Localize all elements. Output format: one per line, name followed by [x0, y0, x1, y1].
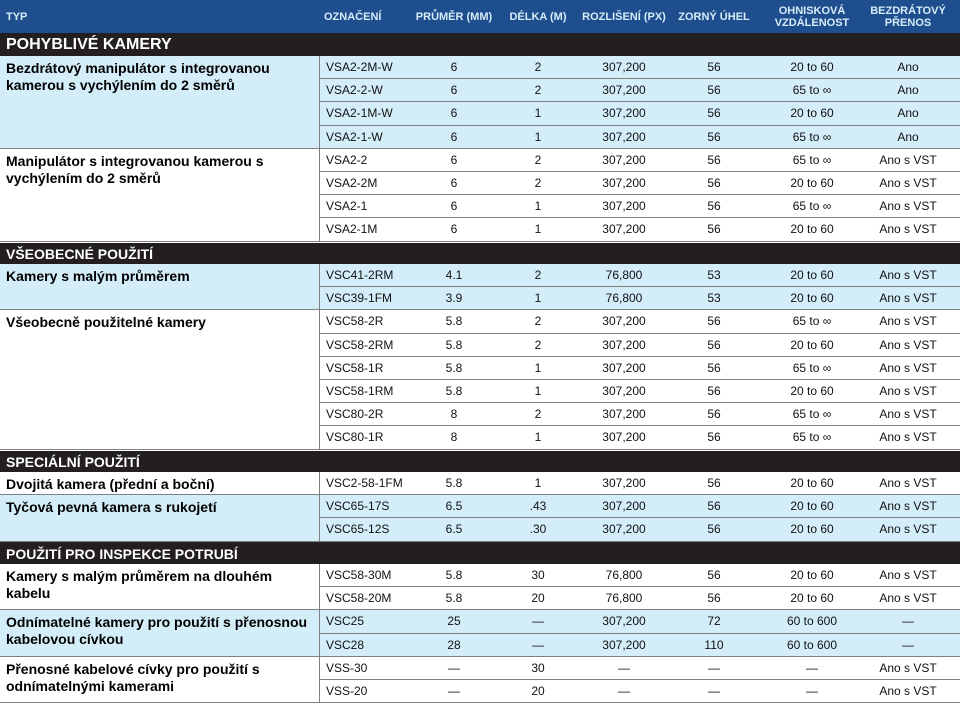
group-type-label: Všeobecně použitelné kamery — [0, 310, 320, 449]
cell-bezdratovy-prenos: — — [902, 637, 914, 652]
cell-ohniskova-vzdalenost: 20 to 60 — [790, 591, 834, 606]
table-row — [320, 79, 960, 102]
cell-oznaceni: VSC58-1R — [326, 360, 384, 375]
cell-ohniskova-vzdalenost: 20 to 60 — [790, 291, 834, 306]
cell-delka: 2 — [534, 314, 542, 329]
cell-ohniskova-vzdalenost: 60 to 600 — [786, 637, 838, 652]
cell-zorny-uhel: 56 — [707, 106, 721, 121]
cell-zorny-uhel: 53 — [707, 291, 721, 306]
cell-zorny-uhel: 56 — [707, 430, 721, 445]
cell-delka: 2 — [534, 337, 542, 352]
section-header: SPECIÁLNÍ POUŽITÍ — [0, 451, 960, 472]
cell-rozliseni: 76,800 — [605, 568, 643, 583]
cell-prumer: 6.5 — [445, 499, 463, 514]
table-row — [320, 126, 960, 149]
table-row — [320, 102, 960, 125]
cell-delka: 1 — [534, 199, 542, 214]
table-row — [320, 634, 960, 657]
cell-delka: 2 — [534, 176, 542, 191]
cell-prumer: 5.8 — [445, 568, 463, 583]
cell-delka: — — [532, 614, 544, 629]
cell-rozliseni: 307,200 — [602, 106, 646, 121]
table-row — [320, 334, 960, 357]
cell-zorny-uhel: 56 — [707, 568, 721, 583]
cell-oznaceni: VSA2-2 — [326, 152, 368, 167]
table-row — [320, 310, 960, 333]
group-type-label: Kamery s malým průměrem — [0, 264, 320, 310]
cell-ohniskova-vzdalenost: 20 to 60 — [790, 268, 834, 283]
table-row — [320, 610, 960, 633]
cell-prumer: 6 — [450, 106, 458, 121]
cell-zorny-uhel: 56 — [707, 60, 721, 75]
table-row — [320, 172, 960, 195]
cell-rozliseni: 307,200 — [602, 83, 646, 98]
cell-zorny-uhel: 110 — [704, 637, 724, 652]
table-row — [320, 680, 960, 703]
table-row — [320, 495, 960, 518]
cell-prumer: 6 — [450, 152, 458, 167]
cell-ohniskova-vzdalenost: — — [806, 684, 818, 699]
group-type-label: Přenosné kabelové cívky pro použití s odnímatelnými kamerami — [0, 657, 320, 703]
cell-ohniskova-vzdalenost: 65 to ∞ — [792, 314, 832, 329]
cell-delka: 1 — [534, 222, 542, 237]
cell-zorny-uhel: 56 — [707, 199, 721, 214]
cell-delka: 2 — [534, 407, 542, 422]
cell-oznaceni: VSC28 — [326, 637, 365, 652]
cell-zorny-uhel: 56 — [707, 129, 721, 144]
cell-rozliseni: 307,200 — [602, 407, 646, 422]
cell-zorny-uhel: 56 — [707, 522, 721, 537]
header-delka: DÉLKA (M) — [509, 10, 567, 23]
cell-bezdratovy-prenos: Ano — [897, 106, 919, 121]
cell-bezdratovy-prenos: Ano s VST — [879, 291, 937, 306]
section-header: POUŽITÍ PRO INSPEKCE POTRUBÍ — [0, 542, 960, 564]
group-type-label: Bezdrátový manipulátor s integrovanou kamerou s vychýlením do 2 směrů — [0, 56, 320, 149]
cell-rozliseni: 76,800 — [605, 268, 643, 283]
table-row — [320, 218, 960, 241]
cell-zorny-uhel: 56 — [707, 314, 721, 329]
cell-rozliseni: 307,200 — [602, 314, 646, 329]
table-row — [320, 357, 960, 380]
group-type-label: Odnímatelné kamery pro použití s přenosnou kabelovou cívkou — [0, 610, 320, 656]
cell-delka: 1 — [534, 291, 542, 306]
cell-ohniskova-vzdalenost: 60 to 600 — [786, 614, 838, 629]
cell-ohniskova-vzdalenost: 65 to ∞ — [792, 199, 832, 214]
cell-ohniskova-vzdalenost: 20 to 60 — [790, 60, 834, 75]
cell-prumer: 25 — [447, 614, 461, 629]
cell-oznaceni: VSC58-2RM — [326, 337, 394, 352]
cell-delka: 2 — [534, 152, 542, 167]
header-zorny-uhel: ZORNÝ ÚHEL — [678, 10, 750, 23]
cell-prumer: 5.8 — [445, 337, 463, 352]
table-row — [320, 195, 960, 218]
section-header: POHYBLIVÉ KAMERY — [0, 33, 960, 56]
cell-bezdratovy-prenos: Ano s VST — [879, 268, 937, 283]
cell-ohniskova-vzdalenost: — — [806, 660, 818, 675]
cell-prumer: 6 — [450, 176, 458, 191]
cell-bezdratovy-prenos: Ano s VST — [879, 499, 937, 514]
cell-bezdratovy-prenos: Ano s VST — [879, 360, 937, 375]
cell-delka: 30 — [531, 568, 545, 583]
cell-prumer: 6 — [450, 199, 458, 214]
cell-delka: 20 — [531, 684, 545, 699]
cell-oznaceni: VSA2-2M-W — [326, 60, 393, 75]
cell-bezdratovy-prenos: Ano — [897, 129, 919, 144]
cell-rozliseni: 307,200 — [602, 430, 646, 445]
cell-bezdratovy-prenos: Ano s VST — [879, 222, 937, 237]
cell-zorny-uhel: 56 — [707, 384, 721, 399]
group-type-label: Dvojitá kamera (přední a boční) — [0, 472, 320, 495]
cell-bezdratovy-prenos: Ano s VST — [879, 314, 937, 329]
header-oznaceni: OZNAČENÍ — [324, 10, 382, 23]
cell-prumer: 6 — [450, 222, 458, 237]
cell-zorny-uhel: 56 — [707, 83, 721, 98]
cell-prumer: 6.5 — [445, 522, 463, 537]
cell-prumer: — — [448, 684, 460, 699]
cell-bezdratovy-prenos: Ano s VST — [879, 176, 937, 191]
cell-ohniskova-vzdalenost: 20 to 60 — [790, 476, 834, 491]
cell-rozliseni: 307,200 — [602, 476, 646, 491]
cell-ohniskova-vzdalenost: 20 to 60 — [790, 176, 834, 191]
cell-oznaceni: VSC41-2RM — [326, 268, 394, 283]
cell-prumer: — — [448, 660, 460, 675]
cell-delka: — — [532, 637, 544, 652]
cell-zorny-uhel: 56 — [707, 222, 721, 237]
cell-rozliseni: 76,800 — [605, 291, 643, 306]
table-header — [0, 0, 960, 33]
cell-oznaceni: VSA2-1M-W — [326, 106, 393, 121]
cell-rozliseni: 307,200 — [602, 384, 646, 399]
cell-bezdratovy-prenos: Ano — [897, 60, 919, 75]
cell-oznaceni: VSC58-20M — [326, 591, 392, 606]
table-row — [320, 564, 960, 587]
cell-zorny-uhel: 56 — [707, 591, 721, 606]
cell-rozliseni: 307,200 — [602, 499, 646, 514]
cell-ohniskova-vzdalenost: 65 to ∞ — [792, 360, 832, 375]
table-row — [320, 657, 960, 680]
cell-bezdratovy-prenos: Ano s VST — [879, 337, 937, 352]
cell-rozliseni: 307,200 — [602, 60, 646, 75]
cell-oznaceni: VSA2-1M — [326, 222, 378, 237]
cell-oznaceni: VSA2-1 — [326, 199, 368, 214]
cell-oznaceni: VSS-20 — [326, 684, 368, 699]
cell-bezdratovy-prenos: Ano — [897, 83, 919, 98]
cell-rozliseni: 76,800 — [605, 591, 643, 606]
cell-prumer: 5.8 — [445, 384, 463, 399]
cell-bezdratovy-prenos: Ano s VST — [879, 476, 937, 491]
cell-ohniskova-vzdalenost: 20 to 60 — [790, 222, 834, 237]
cell-delka: 1 — [534, 129, 542, 144]
cell-oznaceni: VSC2-58-1FM — [326, 476, 403, 491]
cell-prumer: 5.8 — [445, 314, 463, 329]
cell-rozliseni: 307,200 — [602, 176, 646, 191]
cell-bezdratovy-prenos: Ano s VST — [879, 522, 937, 537]
group-type-label: Manipulátor s integrovanou kamerou s vychýlením do 2 směrů — [0, 149, 320, 242]
table-row — [320, 426, 960, 449]
cell-ohniskova-vzdalenost: 65 to ∞ — [792, 129, 832, 144]
cell-rozliseni: 307,200 — [602, 522, 646, 537]
cell-rozliseni: 307,200 — [602, 222, 646, 237]
cell-bezdratovy-prenos: Ano s VST — [879, 568, 937, 583]
cell-rozliseni: 307,200 — [602, 199, 646, 214]
cell-zorny-uhel: 56 — [707, 152, 721, 167]
cell-rozliseni: 307,200 — [602, 129, 646, 144]
cell-delka: 1 — [534, 106, 542, 121]
cell-ohniskova-vzdalenost: 65 to ∞ — [792, 430, 832, 445]
cell-rozliseni: — — [618, 660, 630, 675]
cell-ohniskova-vzdalenost: 20 to 60 — [790, 337, 834, 352]
cell-bezdratovy-prenos: Ano s VST — [879, 660, 937, 675]
cell-oznaceni: VSA2-2-W — [326, 83, 383, 98]
group-type-label: Kamery s malým průměrem na dlouhém kabelu — [0, 564, 320, 610]
cell-prumer: 4.1 — [445, 268, 463, 283]
table-row — [320, 264, 960, 287]
cell-zorny-uhel: 56 — [707, 176, 721, 191]
cell-delka: 1 — [534, 384, 542, 399]
cell-prumer: 5.8 — [445, 476, 463, 491]
cell-ohniskova-vzdalenost: 20 to 60 — [790, 106, 834, 121]
cell-bezdratovy-prenos: Ano s VST — [879, 407, 937, 422]
cell-prumer: 6 — [450, 60, 458, 75]
header-ohniskova-vzdalenost: OHNISKOVÁ VZDÁLENOST — [774, 4, 850, 29]
header-bezdratovy-prenos: BEZDRÁTOVÝ PŘENOS — [870, 4, 946, 29]
cell-rozliseni: 307,200 — [602, 360, 646, 375]
cell-delka: .30 — [529, 522, 547, 537]
cell-prumer: 8 — [450, 430, 458, 445]
cell-prumer: 6 — [450, 83, 458, 98]
cell-delka: 30 — [531, 660, 545, 675]
cell-delka: 2 — [534, 83, 542, 98]
cell-delka: .43 — [529, 499, 547, 514]
table-row — [320, 518, 960, 541]
cell-rozliseni: 307,200 — [602, 152, 646, 167]
cell-oznaceni: VSC65-12S — [326, 522, 390, 537]
cell-zorny-uhel: — — [708, 684, 720, 699]
cell-oznaceni: VSC80-2R — [326, 407, 384, 422]
table-row — [320, 149, 960, 172]
cell-oznaceni: VSA2-1-W — [326, 129, 383, 144]
cell-ohniskova-vzdalenost: 65 to ∞ — [792, 83, 832, 98]
cell-oznaceni: VSC80-1R — [326, 430, 384, 445]
cell-bezdratovy-prenos: Ano s VST — [879, 430, 937, 445]
header-prumer: PRŮMĚR (MM) — [415, 10, 493, 23]
cell-zorny-uhel: 56 — [707, 407, 721, 422]
cell-delka: 2 — [534, 268, 542, 283]
cell-delka: 1 — [534, 430, 542, 445]
cell-prumer: 5.8 — [445, 591, 463, 606]
cell-oznaceni: VSC58-30M — [326, 568, 392, 583]
cell-ohniskova-vzdalenost: 20 to 60 — [790, 499, 834, 514]
cell-prumer: 6 — [450, 129, 458, 144]
cell-rozliseni: 307,200 — [602, 337, 646, 352]
cell-oznaceni: VSS-30 — [326, 660, 368, 675]
group-type-label: Tyčová pevná kamera s rukojetí — [0, 495, 320, 541]
cell-zorny-uhel: 56 — [707, 337, 721, 352]
cell-prumer: 28 — [447, 637, 461, 652]
cell-oznaceni: VSC58-1RM — [326, 384, 394, 399]
table-row — [320, 472, 960, 495]
cell-rozliseni: 307,200 — [602, 637, 646, 652]
table-row — [320, 403, 960, 426]
cell-prumer: 8 — [450, 407, 458, 422]
cell-delka: 20 — [531, 591, 545, 606]
table-row — [320, 56, 960, 79]
cell-ohniskova-vzdalenost: 20 to 60 — [790, 568, 834, 583]
cell-zorny-uhel: — — [708, 660, 720, 675]
cell-oznaceni: VSA2-2M — [326, 176, 378, 191]
section-header: VŠEOBECNÉ POUŽITÍ — [0, 243, 960, 264]
cell-zorny-uhel: 53 — [707, 268, 721, 283]
cell-delka: 1 — [534, 476, 542, 491]
cell-zorny-uhel: 56 — [707, 499, 721, 514]
cell-oznaceni: VSC58-2R — [326, 314, 384, 329]
table-row — [320, 587, 960, 610]
cell-oznaceni: VSC39-1FM — [326, 291, 393, 306]
cell-rozliseni: 307,200 — [602, 614, 646, 629]
cell-zorny-uhel: 56 — [707, 476, 721, 491]
cell-prumer: 5.8 — [445, 360, 463, 375]
cell-ohniskova-vzdalenost: 65 to ∞ — [792, 152, 832, 167]
header-rozliseni: ROZLIŠENÍ (PX) — [582, 10, 666, 23]
cell-bezdratovy-prenos: Ano s VST — [879, 199, 937, 214]
cell-bezdratovy-prenos: Ano s VST — [879, 152, 937, 167]
cell-prumer: 3.9 — [445, 291, 463, 306]
cell-oznaceni: VSC65-17S — [326, 499, 390, 514]
cell-zorny-uhel: 56 — [707, 360, 721, 375]
table-row — [320, 287, 960, 310]
cell-bezdratovy-prenos: Ano s VST — [879, 384, 937, 399]
cell-ohniskova-vzdalenost: 20 to 60 — [790, 384, 834, 399]
header-typ: TYP — [6, 10, 28, 23]
cell-rozliseni: — — [618, 684, 630, 699]
cell-bezdratovy-prenos: Ano s VST — [879, 591, 937, 606]
cell-ohniskova-vzdalenost: 65 to ∞ — [792, 407, 832, 422]
cell-bezdratovy-prenos: Ano s VST — [879, 684, 937, 699]
cell-delka: 2 — [534, 60, 542, 75]
cell-bezdratovy-prenos: — — [902, 614, 914, 629]
cell-zorny-uhel: 72 — [707, 614, 721, 629]
cell-oznaceni: VSC25 — [326, 614, 365, 629]
cell-ohniskova-vzdalenost: 20 to 60 — [790, 522, 834, 537]
table-row — [320, 380, 960, 403]
cell-delka: 1 — [534, 360, 542, 375]
